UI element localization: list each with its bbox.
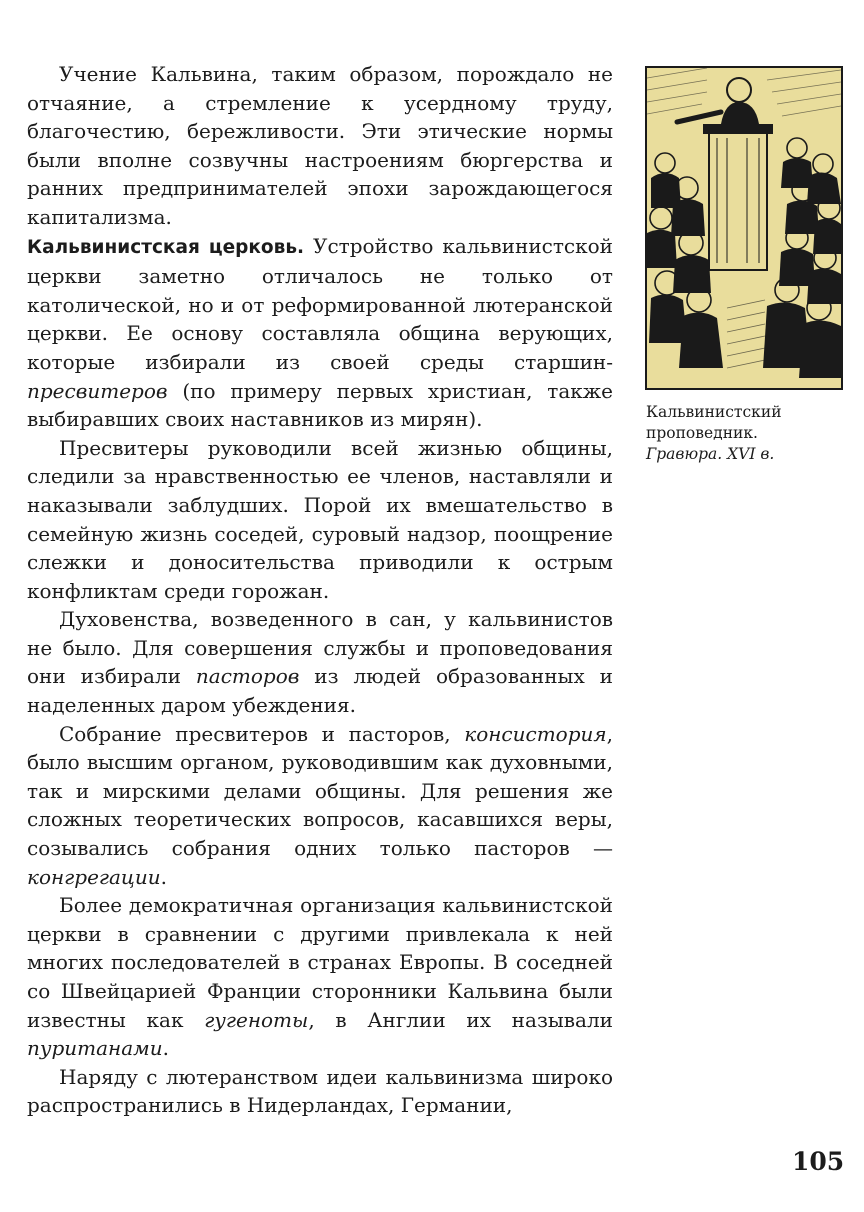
paragraph-4: Духовенства, возведенного в сан, у кальвинистов не было. Для совершения службы и проповедования они избирали пасторов из людей образованных и наделенных даром убеждения. xyxy=(27,607,613,718)
term-congregations: конгрегации xyxy=(27,864,161,889)
figure-caption xyxy=(646,402,846,465)
caption-line-2: проповедник. xyxy=(646,424,758,442)
caption-line-1: Кальвинистский xyxy=(646,403,782,421)
paragraph-1: Учение Кальвина, таким образом, порождало не отчаяние, а стремление к усердному труду, благочестию, бережливости. Эти этические нормы были вполне созвучны настроениям бюргерства и ранних предпринимателей эпохи зарождающегося капитализма. xyxy=(27,62,613,229)
term-presbyters: пресвитеров xyxy=(27,378,168,403)
paragraph-2: Кальвинистская церковь. Устройство кальвинистской церкви заметно отличалось не только от католической, но и от реформированной лютеранской церкви. Ее основу составляла община верующих, которые избирали из своей среды старшин-пресвитеров (по примеру первых христиан, также выбиравших своих наставников из мирян). xyxy=(27,233,613,432)
engraving-image xyxy=(645,66,843,390)
caption-source: Гравюра. XVI в. xyxy=(646,445,775,463)
paragraph-5: Собрание пресвитеров и пасторов, консистория, было высшим органом, руководившим как духовными, так и мирскими делами общины. Для решения же сложных теоретических вопросов, касавшихся веры, созывались собрания одних только пасторов — конгрегации. xyxy=(27,721,613,889)
section-heading: Кальвинистская церковь. xyxy=(27,236,305,258)
term-huguenots: гугеноты xyxy=(204,1007,309,1032)
term-pastors: пасторов xyxy=(195,664,300,689)
page-number: 105 xyxy=(792,1147,845,1176)
term-puritans: пуританами xyxy=(27,1036,163,1061)
paragraph-6: Более демократичная организация кальвинистской церкви в сравнении с другими привлекала к ней многих последователей в странах Европы. В соседней со Швейцарией Франции сторонники Кальвина были известны как гугеноты, в Англии их называли пуританами. xyxy=(27,893,613,1061)
paragraph-3: Пресвитеры руководили всей жизнью общины, следили за нравственностью ее членов, наставляли и наказывали заблудших. Порой их вмешательство в семейную жизнь соседей, суровый надзор, поощрение слежки и доносительства приводили к острым конфликтам среди горожан. xyxy=(27,435,613,603)
term-consistory: консистория xyxy=(464,721,607,746)
preacher-engraving xyxy=(647,68,841,388)
paragraph-7: Наряду с лютеранством идеи кальвинизма широко распространились в Нидерландах, Германии, xyxy=(27,1064,613,1118)
main-text xyxy=(27,60,613,1120)
